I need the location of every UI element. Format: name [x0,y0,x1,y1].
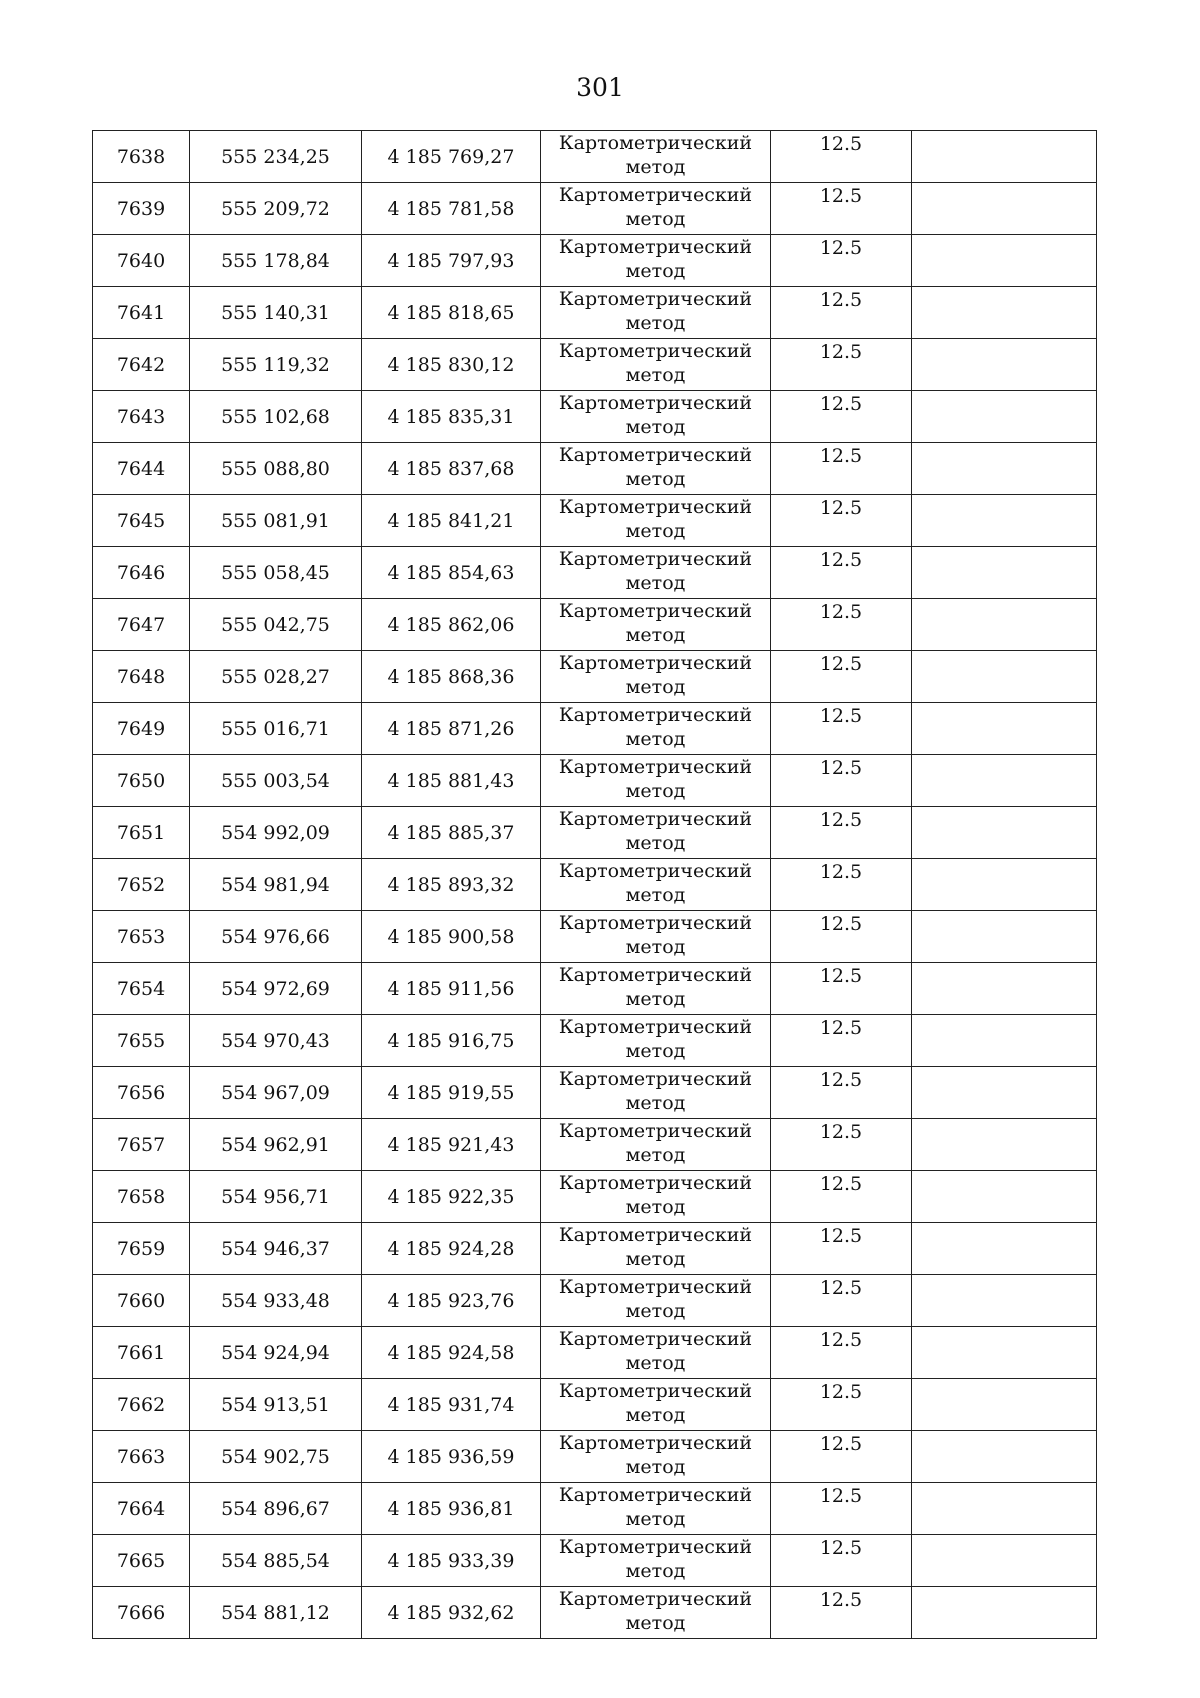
y-coordinate-cell: 4 185 868,36 [362,651,541,703]
y-coordinate-cell: 4 185 871,26 [362,703,541,755]
point-number-cell: 7640 [93,235,190,287]
method-line-1: Картометрический [558,1120,753,1142]
method-line-2: метод [625,936,686,958]
method-cell [541,1587,771,1639]
method-line-2: метод [625,1040,686,1062]
method-cell [541,547,771,599]
x-coordinate-cell: 554 902,75 [190,1431,362,1483]
method-line-2: метод [625,1092,686,1114]
method-cell [541,1431,771,1483]
method-line-1: Картометрический [558,1588,753,1610]
y-coordinate-cell: 4 185 932,62 [362,1587,541,1639]
y-coordinate-cell: 4 185 916,75 [362,1015,541,1067]
accuracy-cell: 12.5 [771,1327,912,1379]
method-cell [541,703,771,755]
method-line-2: метод [625,780,686,802]
method-cell [541,1275,771,1327]
table-row [93,963,1097,1015]
method-cell [541,807,771,859]
method-line-1: Картометрический [558,1016,753,1038]
method-cell [541,755,771,807]
y-coordinate-cell: 4 185 922,35 [362,1171,541,1223]
accuracy-cell: 12.5 [771,391,912,443]
point-number-cell: 7644 [93,443,190,495]
y-coordinate-cell: 4 185 933,39 [362,1535,541,1587]
point-number-cell: 7663 [93,1431,190,1483]
method-cell [541,1223,771,1275]
method-line-1: Картометрический [558,912,753,934]
y-coordinate-cell: 4 185 841,21 [362,495,541,547]
note-cell [912,1483,1097,1535]
point-number-cell: 7657 [93,1119,190,1171]
method-line-2: метод [625,520,686,542]
table-row [93,131,1097,183]
method-line-2: метод [625,1404,686,1426]
point-number-cell: 7656 [93,1067,190,1119]
y-coordinate-cell: 4 185 835,31 [362,391,541,443]
point-number-cell: 7649 [93,703,190,755]
accuracy-cell: 12.5 [771,131,912,183]
point-number-cell: 7654 [93,963,190,1015]
table-row [93,235,1097,287]
y-coordinate-cell: 4 185 769,27 [362,131,541,183]
method-line-2: метод [625,1196,686,1218]
method-line-1: Картометрический [558,860,753,882]
note-cell [912,1015,1097,1067]
method-line-2: метод [625,208,686,230]
note-cell [912,131,1097,183]
point-number-cell: 7659 [93,1223,190,1275]
table-row [93,755,1097,807]
point-number-cell: 7645 [93,495,190,547]
x-coordinate-cell: 555 003,54 [190,755,362,807]
accuracy-cell: 12.5 [771,339,912,391]
method-cell [541,391,771,443]
method-line-1: Картометрический [558,1536,753,1558]
note-cell [912,1379,1097,1431]
accuracy-cell: 12.5 [771,1223,912,1275]
note-cell [912,547,1097,599]
x-coordinate-cell: 555 102,68 [190,391,362,443]
accuracy-cell: 12.5 [771,1171,912,1223]
method-line-1: Картометрический [558,184,753,206]
method-line-1: Картометрический [558,132,753,154]
method-line-1: Картометрический [558,392,753,414]
table-row [93,703,1097,755]
x-coordinate-cell: 554 992,09 [190,807,362,859]
x-coordinate-cell: 555 140,31 [190,287,362,339]
note-cell [912,443,1097,495]
y-coordinate-cell: 4 185 893,32 [362,859,541,911]
x-coordinate-cell: 555 016,71 [190,703,362,755]
accuracy-cell: 12.5 [771,755,912,807]
table-row [93,1431,1097,1483]
method-line-1: Картометрический [558,1276,753,1298]
method-line-1: Картометрический [558,652,753,674]
x-coordinate-cell: 554 933,48 [190,1275,362,1327]
accuracy-cell: 12.5 [771,807,912,859]
note-cell [912,339,1097,391]
method-cell [541,1327,771,1379]
y-coordinate-cell: 4 185 924,28 [362,1223,541,1275]
method-line-1: Картометрический [558,600,753,622]
method-line-1: Картометрический [558,444,753,466]
x-coordinate-cell: 555 058,45 [190,547,362,599]
method-cell [541,131,771,183]
table-row [93,859,1097,911]
table-row [93,1379,1097,1431]
method-cell [541,443,771,495]
table-row [93,1119,1097,1171]
method-cell [541,1483,771,1535]
y-coordinate-cell: 4 185 936,81 [362,1483,541,1535]
accuracy-cell: 12.5 [771,235,912,287]
accuracy-cell: 12.5 [771,963,912,1015]
accuracy-cell: 12.5 [771,1535,912,1587]
method-cell [541,1119,771,1171]
method-cell [541,1015,771,1067]
method-line-2: метод [625,416,686,438]
x-coordinate-cell: 554 896,67 [190,1483,362,1535]
point-number-cell: 7646 [93,547,190,599]
method-line-2: метод [625,884,686,906]
note-cell [912,963,1097,1015]
accuracy-cell: 12.5 [771,1483,912,1535]
note-cell [912,183,1097,235]
note-cell [912,287,1097,339]
point-number-cell: 7658 [93,1171,190,1223]
x-coordinate-cell: 554 962,91 [190,1119,362,1171]
y-coordinate-cell: 4 185 923,76 [362,1275,541,1327]
table-row [93,287,1097,339]
method-line-1: Картометрический [558,1380,753,1402]
method-line-1: Картометрический [558,236,753,258]
y-coordinate-cell: 4 185 862,06 [362,599,541,651]
x-coordinate-cell: 555 088,80 [190,443,362,495]
table-row [93,1327,1097,1379]
method-line-2: метод [625,1612,686,1634]
method-line-1: Картометрический [558,548,753,570]
method-cell [541,1067,771,1119]
method-line-1: Картометрический [558,340,753,362]
method-cell [541,1171,771,1223]
method-cell [541,183,771,235]
table-row [93,651,1097,703]
note-cell [912,703,1097,755]
accuracy-cell: 12.5 [771,547,912,599]
x-coordinate-cell: 554 981,94 [190,859,362,911]
method-line-2: метод [625,1560,686,1582]
point-number-cell: 7647 [93,599,190,651]
accuracy-cell: 12.5 [771,1275,912,1327]
table-row [93,1535,1097,1587]
method-line-1: Картометрический [558,1224,753,1246]
y-coordinate-cell: 4 185 797,93 [362,235,541,287]
table-row [93,1067,1097,1119]
table-row [93,391,1097,443]
note-cell [912,1171,1097,1223]
method-line-2: метод [625,468,686,490]
method-line-1: Картометрический [558,288,753,310]
note-cell [912,911,1097,963]
accuracy-cell: 12.5 [771,443,912,495]
method-line-2: метод [625,676,686,698]
method-line-1: Картометрический [558,808,753,830]
accuracy-cell: 12.5 [771,651,912,703]
method-cell [541,963,771,1015]
accuracy-cell: 12.5 [771,495,912,547]
accuracy-cell: 12.5 [771,911,912,963]
y-coordinate-cell: 4 185 924,58 [362,1327,541,1379]
note-cell [912,1587,1097,1639]
note-cell [912,1431,1097,1483]
note-cell [912,1327,1097,1379]
method-line-2: метод [625,572,686,594]
y-coordinate-cell: 4 185 919,55 [362,1067,541,1119]
method-line-1: Картометрический [558,704,753,726]
table-row [93,599,1097,651]
x-coordinate-cell: 554 967,09 [190,1067,362,1119]
page-number: 301 [576,73,624,102]
accuracy-cell: 12.5 [771,1587,912,1639]
method-cell [541,495,771,547]
note-cell [912,1535,1097,1587]
y-coordinate-cell: 4 185 830,12 [362,339,541,391]
note-cell [912,807,1097,859]
table-row [93,183,1097,235]
method-line-1: Картометрический [558,1328,753,1350]
point-number-cell: 7638 [93,131,190,183]
x-coordinate-cell: 554 885,54 [190,1535,362,1587]
x-coordinate-cell: 555 209,72 [190,183,362,235]
accuracy-cell: 12.5 [771,1067,912,1119]
note-cell [912,1067,1097,1119]
method-line-2: метод [625,1300,686,1322]
method-cell [541,1535,771,1587]
method-line-1: Картометрический [558,756,753,778]
method-line-1: Картометрический [558,1068,753,1090]
point-number-cell: 7664 [93,1483,190,1535]
x-coordinate-cell: 554 881,12 [190,1587,362,1639]
table-row [93,1171,1097,1223]
method-cell [541,1379,771,1431]
point-number-cell: 7639 [93,183,190,235]
y-coordinate-cell: 4 185 881,43 [362,755,541,807]
y-coordinate-cell: 4 185 931,74 [362,1379,541,1431]
x-coordinate-cell: 554 970,43 [190,1015,362,1067]
x-coordinate-cell: 555 028,27 [190,651,362,703]
method-cell [541,859,771,911]
x-coordinate-cell: 554 972,69 [190,963,362,1015]
table-row [93,339,1097,391]
table-row [93,807,1097,859]
method-line-2: метод [625,364,686,386]
accuracy-cell: 12.5 [771,1431,912,1483]
note-cell [912,1223,1097,1275]
method-line-1: Картометрический [558,964,753,986]
accuracy-cell: 12.5 [771,703,912,755]
table-row [93,1015,1097,1067]
method-line-2: метод [625,1508,686,1530]
method-line-2: метод [625,312,686,334]
table-row [93,443,1097,495]
point-number-cell: 7651 [93,807,190,859]
point-number-cell: 7652 [93,859,190,911]
note-cell [912,755,1097,807]
x-coordinate-cell: 555 178,84 [190,235,362,287]
x-coordinate-cell: 554 946,37 [190,1223,362,1275]
table-row [93,911,1097,963]
table-row [93,1223,1097,1275]
table-row [93,1275,1097,1327]
x-coordinate-cell: 555 042,75 [190,599,362,651]
point-number-cell: 7643 [93,391,190,443]
note-cell [912,1275,1097,1327]
method-line-2: метод [625,988,686,1010]
method-line-1: Картометрический [558,1172,753,1194]
method-line-2: метод [625,1456,686,1478]
x-coordinate-cell: 555 081,91 [190,495,362,547]
x-coordinate-cell: 554 924,94 [190,1327,362,1379]
point-number-cell: 7648 [93,651,190,703]
note-cell [912,495,1097,547]
point-number-cell: 7641 [93,287,190,339]
note-cell [912,391,1097,443]
coordinates-table [92,130,1097,1639]
note-cell [912,651,1097,703]
point-number-cell: 7642 [93,339,190,391]
y-coordinate-cell: 4 185 921,43 [362,1119,541,1171]
x-coordinate-cell: 554 913,51 [190,1379,362,1431]
x-coordinate-cell: 554 956,71 [190,1171,362,1223]
accuracy-cell: 12.5 [771,599,912,651]
method-line-2: метод [625,1144,686,1166]
method-line-2: метод [625,260,686,282]
method-cell [541,339,771,391]
method-line-2: метод [625,728,686,750]
y-coordinate-cell: 4 185 818,65 [362,287,541,339]
point-number-cell: 7661 [93,1327,190,1379]
method-cell [541,911,771,963]
y-coordinate-cell: 4 185 911,56 [362,963,541,1015]
method-line-2: метод [625,1248,686,1270]
accuracy-cell: 12.5 [771,287,912,339]
method-cell [541,651,771,703]
accuracy-cell: 12.5 [771,1379,912,1431]
method-line-2: метод [625,832,686,854]
method-line-1: Картометрический [558,1484,753,1506]
y-coordinate-cell: 4 185 837,68 [362,443,541,495]
y-coordinate-cell: 4 185 936,59 [362,1431,541,1483]
table-row [93,1587,1097,1639]
accuracy-cell: 12.5 [771,1015,912,1067]
point-number-cell: 7662 [93,1379,190,1431]
coordinates-table-body [93,131,1097,1639]
table-row [93,495,1097,547]
note-cell [912,1119,1097,1171]
point-number-cell: 7665 [93,1535,190,1587]
table-row [93,547,1097,599]
accuracy-cell: 12.5 [771,183,912,235]
note-cell [912,599,1097,651]
point-number-cell: 7653 [93,911,190,963]
method-line-2: метод [625,624,686,646]
x-coordinate-cell: 554 976,66 [190,911,362,963]
x-coordinate-cell: 555 119,32 [190,339,362,391]
point-number-cell: 7660 [93,1275,190,1327]
note-cell [912,235,1097,287]
table-row [93,1483,1097,1535]
accuracy-cell: 12.5 [771,859,912,911]
method-line-1: Картометрический [558,496,753,518]
y-coordinate-cell: 4 185 854,63 [362,547,541,599]
method-line-2: метод [625,1352,686,1374]
point-number-cell: 7650 [93,755,190,807]
y-coordinate-cell: 4 185 885,37 [362,807,541,859]
method-line-1: Картометрический [558,1432,753,1454]
y-coordinate-cell: 4 185 781,58 [362,183,541,235]
point-number-cell: 7655 [93,1015,190,1067]
method-cell [541,287,771,339]
y-coordinate-cell: 4 185 900,58 [362,911,541,963]
method-line-2: метод [625,156,686,178]
accuracy-cell: 12.5 [771,1119,912,1171]
x-coordinate-cell: 555 234,25 [190,131,362,183]
method-cell [541,599,771,651]
point-number-cell: 7666 [93,1587,190,1639]
method-cell [541,235,771,287]
note-cell [912,859,1097,911]
